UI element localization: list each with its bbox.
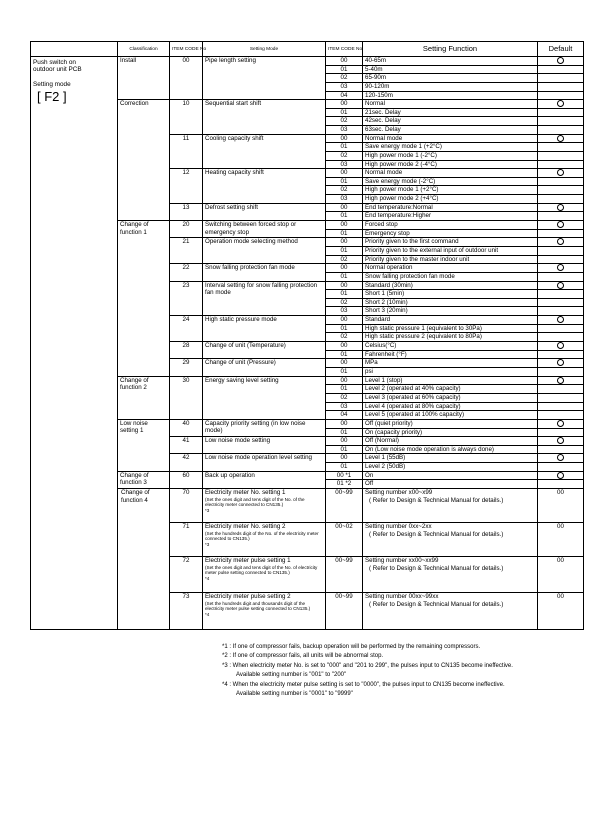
default-cell xyxy=(538,220,584,229)
manual-reference-text: ( Refer to Design & Technical Manual for details.) xyxy=(369,496,504,504)
default-cell xyxy=(538,74,584,83)
setting-mode-cell: Pipe length setting xyxy=(203,57,326,100)
setting-mode-cell: Operation mode selecting method xyxy=(203,238,326,264)
item-code-cell: 10 xyxy=(170,100,203,135)
setting-function-cell: 90-120m xyxy=(363,82,538,91)
setting-function-cell: Short 1 (5min) xyxy=(363,290,538,299)
settings-table xyxy=(30,41,584,630)
setting-no-cell: 00 xyxy=(326,203,363,212)
item-code-cell: 30 xyxy=(170,376,203,419)
item-code-cell: 42 xyxy=(170,454,203,471)
item-code-cell: 73 xyxy=(170,593,203,630)
classification-cell: Change of function 4 xyxy=(118,489,170,630)
default-cell xyxy=(538,454,584,463)
setting-no-cell: 01 xyxy=(326,290,363,299)
default-cell xyxy=(538,100,584,109)
setting-no-cell: 00 xyxy=(326,316,363,325)
default-cell xyxy=(538,428,584,437)
default-marker-icon xyxy=(557,135,564,142)
setting-function-cell: Priority given to the master indoor unit xyxy=(363,255,538,264)
default-marker-icon xyxy=(557,472,564,479)
default-cell xyxy=(538,324,584,333)
setting-function-cell: End temperature:Normal xyxy=(363,203,538,212)
setting-function-cell: High power mode 2 (+4°C) xyxy=(363,195,538,204)
item-code-cell: 29 xyxy=(170,359,203,376)
setting-no-cell: 01 xyxy=(326,108,363,117)
default-cell xyxy=(538,117,584,126)
setting-no-cell: 04 xyxy=(326,411,363,420)
setting-function-cell: Off (quiet priority) xyxy=(363,419,538,428)
setting-function-cell: 40-65m xyxy=(363,57,538,66)
setting-no-cell: 01 xyxy=(326,247,363,256)
setting-function-cell: Fahrenheit (°F) xyxy=(363,350,538,359)
setting-no-cell: 00 xyxy=(326,100,363,109)
header-setting-mode: Setting Mode xyxy=(203,42,326,57)
default-marker-icon xyxy=(557,437,564,444)
setting-function-cell: MPa xyxy=(363,359,538,368)
classification-cell: Low noise setting 1 xyxy=(118,419,170,471)
setting-mode-cell xyxy=(203,489,326,523)
default-marker-icon xyxy=(557,204,564,211)
setting-function-cell: Short 2 (10min) xyxy=(363,298,538,307)
default-marker-icon xyxy=(557,238,564,245)
setting-function-cell xyxy=(363,593,538,630)
setting-no-cell: 02 xyxy=(326,151,363,160)
classification-cell: Correction xyxy=(118,100,170,221)
setting-function-cell: psi xyxy=(363,368,538,377)
default-cell xyxy=(538,272,584,281)
setting-number-text: Setting number xx00~xx99 xyxy=(365,557,439,565)
setting-mode-description: (Set the ones digit and tens digit of the No. of electricity meter pulse setting connected to CN135.) xyxy=(205,564,318,576)
classification-cell: Install xyxy=(118,57,170,100)
setting-function-cell: Standard (30min) xyxy=(363,281,538,290)
default-cell xyxy=(538,134,584,143)
setting-function-cell xyxy=(363,489,538,523)
setting-number-text: Setting number 00xx~99xx xyxy=(365,593,439,601)
item-code-cell: 60 xyxy=(170,471,203,488)
setting-function-cell: Forced stop xyxy=(363,220,538,229)
default-cell xyxy=(538,290,584,299)
setting-function-cell: High static pressure 1 (equivalent to 30Pa) xyxy=(363,324,538,333)
setting-no-cell: 01 xyxy=(326,463,363,472)
setting-no-cell: 00 xyxy=(326,169,363,178)
item-code-cell: 71 xyxy=(170,523,203,557)
header-classification: Classification xyxy=(118,42,170,57)
header-default: Default xyxy=(538,42,584,57)
setting-number-text: Setting number 0xx~2xx xyxy=(365,523,432,531)
setting-no-cell: 01 xyxy=(326,177,363,186)
default-cell xyxy=(538,350,584,359)
setting-mode-title: Electricity meter pulse setting 1 xyxy=(205,557,291,565)
setting-function-cell: Normal operation xyxy=(363,264,538,273)
default-cell xyxy=(538,212,584,221)
default-cell xyxy=(538,298,584,307)
default-cell xyxy=(538,247,584,256)
setting-function-cell: Normal mode xyxy=(363,134,538,143)
setting-no-cell: 02 xyxy=(326,298,363,307)
setting-no-cell: 01 xyxy=(326,212,363,221)
setting-mode-title: Electricity meter pulse setting 2 xyxy=(205,593,291,601)
manual-reference-text: ( Refer to Design & Technical Manual for details.) xyxy=(369,600,504,608)
setting-mode-cell: Energy saving level setting xyxy=(203,376,326,419)
default-marker-icon xyxy=(557,100,564,107)
setting-no-cell: 00 xyxy=(326,57,363,66)
setting-mode-title: Electricity meter No. setting 2 xyxy=(205,523,286,531)
setting-no-cell: 02 xyxy=(326,186,363,195)
table-header-row xyxy=(31,42,584,57)
setting-function-cell xyxy=(363,523,538,557)
table-row xyxy=(31,57,584,66)
setting-mode-note: *3 xyxy=(205,507,210,513)
default-marker-icon xyxy=(557,264,564,271)
default-cell xyxy=(538,342,584,351)
setting-function-cell: Save energy mode 1 (+2°C) xyxy=(363,143,538,152)
default-cell xyxy=(538,264,584,273)
setting-function-cell: Priority given to the first command xyxy=(363,238,538,247)
default-marker-icon xyxy=(557,342,564,349)
setting-function-cell: High power mode 1 (-2°C) xyxy=(363,151,538,160)
setting-function-cell: On (Low noise mode operation is always done) xyxy=(363,445,538,454)
setting-no-cell: 03 xyxy=(326,195,363,204)
default-cell xyxy=(538,437,584,446)
setting-function-cell: Level 1 (55dB) xyxy=(363,454,538,463)
location-line-1: Push switch on xyxy=(33,59,76,66)
setting-function-cell: 120-150m xyxy=(363,91,538,100)
item-code-cell: 23 xyxy=(170,281,203,316)
default-cell xyxy=(538,57,584,66)
default-marker-icon xyxy=(557,57,564,64)
default-cell xyxy=(538,91,584,100)
setting-function-cell: End temperature:Higher xyxy=(363,212,538,221)
item-code-cell: 13 xyxy=(170,203,203,220)
settings-document xyxy=(30,41,583,630)
setting-no-cell: 02 xyxy=(326,333,363,342)
setting-no-cell: 04 xyxy=(326,91,363,100)
setting-function-cell: High power mode 2 (-4°C) xyxy=(363,160,538,169)
setting-number-text: Setting number x00~x99 xyxy=(365,489,433,497)
setting-function-cell: 5-40m xyxy=(363,65,538,74)
default-marker-icon xyxy=(557,221,564,228)
manual-reference-text: ( Refer to Design & Technical Manual for details.) xyxy=(369,564,504,572)
default-cell xyxy=(538,255,584,264)
item-code-cell: 41 xyxy=(170,437,203,454)
header-blank xyxy=(31,42,118,57)
setting-function-cell: Level 5 (operated at 100% capacity) xyxy=(363,411,538,420)
setting-no-cell: 00 xyxy=(326,264,363,273)
setting-mode-cell: Low noise mode operation level setting xyxy=(203,454,326,471)
setting-no-cell: 00~99 xyxy=(326,593,363,630)
setting-function-cell: Normal mode xyxy=(363,169,538,178)
setting-function-cell: 21sec. Delay xyxy=(363,108,538,117)
item-code-cell: 24 xyxy=(170,316,203,342)
default-cell: 00 xyxy=(538,593,584,630)
setting-no-cell: 00 xyxy=(326,342,363,351)
setting-no-cell: 01 xyxy=(326,229,363,238)
item-code-cell: 28 xyxy=(170,342,203,359)
footnote-4: *4 : When the electricity meter pulse setting is set to "0000", the pulses input to CN135 become ineffective. xyxy=(222,681,505,688)
setting-function-cell: High static pressure 2 (equivalent to 80Pa) xyxy=(363,333,538,342)
default-cell xyxy=(538,65,584,74)
default-cell xyxy=(538,445,584,454)
default-cell: 00 xyxy=(538,523,584,557)
default-cell xyxy=(538,333,584,342)
header-item-code: ITEM CODE No xyxy=(170,42,203,57)
footnote-3: *3 : When electricity meter No. is set to "000" and "201 to 299", the pulses input to CN135 become ineffective. xyxy=(222,662,513,669)
default-cell xyxy=(538,281,584,290)
setting-no-cell: 01 xyxy=(326,385,363,394)
default-marker-icon xyxy=(557,282,564,289)
item-code-cell: 00 xyxy=(170,57,203,100)
setting-function-cell: Save energy mode (-2°C) xyxy=(363,177,538,186)
setting-function-cell: Celsius(°C) xyxy=(363,342,538,351)
classification-cell: Change of function 1 xyxy=(118,220,170,376)
footnotes xyxy=(222,643,513,699)
setting-no-cell: 00 xyxy=(326,437,363,446)
default-cell xyxy=(538,169,584,178)
footnote-4b: Available setting number is "0001" to "9999" xyxy=(236,691,353,698)
setting-mode-title: Electricity meter No. setting 1 xyxy=(205,489,286,497)
default-cell xyxy=(538,160,584,169)
default-marker-icon xyxy=(557,377,564,384)
setting-no-cell: 01 xyxy=(326,428,363,437)
default-cell xyxy=(538,126,584,135)
setting-no-cell: 02 xyxy=(326,74,363,83)
default-cell xyxy=(538,307,584,316)
default-cell xyxy=(538,471,584,480)
setting-mode-cell: Back up operation xyxy=(203,471,326,488)
setting-mode-cell: Defrost setting shift xyxy=(203,203,326,220)
setting-mode-description: (Set the hundreds digit of the No. of the electricity meter connected to CN135.) xyxy=(205,530,319,542)
setting-mode-cell: Change of unit (Temperature) xyxy=(203,342,326,359)
setting-function-cell: Level 3 (operated at 60% capacity) xyxy=(363,393,538,402)
setting-function-cell: Priority given to the external input of outdoor unit xyxy=(363,247,538,256)
location-cell xyxy=(31,57,118,630)
setting-mode-code: [ F2 ] xyxy=(37,89,67,105)
default-cell: 00 xyxy=(538,489,584,523)
setting-mode-cell: Capacity priority setting (in low noise mode) xyxy=(203,419,326,436)
setting-function-cell: Level 2 (operated at 40% capacity) xyxy=(363,385,538,394)
setting-mode-cell: Switching between forced stop or emergency stop xyxy=(203,220,326,237)
setting-mode-cell: Interval setting for snow falling protection fan mode xyxy=(203,281,326,316)
setting-function-cell: On (capacity priority) xyxy=(363,428,538,437)
setting-mode-description: (Set the hundreds digit and thousands digit of the electricity meter pulse setting connected to CN135.) xyxy=(205,600,311,612)
setting-mode-note: *4 xyxy=(205,611,210,617)
setting-no-cell: 01 xyxy=(326,368,363,377)
default-cell xyxy=(538,359,584,368)
setting-no-cell: 02 xyxy=(326,255,363,264)
location-line-2: outdoor unit PCB xyxy=(33,66,82,74)
setting-no-cell: 00 xyxy=(326,220,363,229)
default-cell xyxy=(538,143,584,152)
item-code-cell: 72 xyxy=(170,557,203,593)
setting-no-cell: 03 xyxy=(326,126,363,135)
setting-function-cell: High power mode 1 (+2°C) xyxy=(363,186,538,195)
setting-function-cell: Off (Normal) xyxy=(363,437,538,446)
default-marker-icon xyxy=(557,454,564,461)
setting-no-cell: 00 xyxy=(326,454,363,463)
setting-mode-cell: High static pressure mode xyxy=(203,316,326,342)
default-cell xyxy=(538,393,584,402)
setting-function-cell: On xyxy=(363,471,538,480)
default-cell xyxy=(538,463,584,472)
default-marker-icon xyxy=(557,316,564,323)
setting-no-cell: 02 xyxy=(326,393,363,402)
item-code-cell: 11 xyxy=(170,134,203,169)
default-cell xyxy=(538,203,584,212)
setting-no-cell: 01 xyxy=(326,324,363,333)
setting-no-cell: 00~02 xyxy=(326,523,363,557)
setting-no-cell: 00 xyxy=(326,238,363,247)
item-code-cell: 70 xyxy=(170,489,203,523)
setting-mode-description: (Set the ones digit and tens digit of the No. of the electricity meter connected to CN135.) xyxy=(205,496,305,508)
setting-function-cell: 65-90m xyxy=(363,74,538,83)
setting-no-cell: 01 xyxy=(326,350,363,359)
default-marker-icon xyxy=(557,359,564,366)
setting-function-cell: Level 1 (stop) xyxy=(363,376,538,385)
setting-function-cell: 63sec. Delay xyxy=(363,126,538,135)
setting-no-cell: 00 xyxy=(326,419,363,428)
default-cell xyxy=(538,151,584,160)
setting-mode-cell: Sequential start shift xyxy=(203,100,326,135)
default-cell xyxy=(538,368,584,377)
default-cell xyxy=(538,82,584,91)
setting-mode-note: *4 xyxy=(205,575,210,581)
default-cell xyxy=(538,480,584,489)
default-cell xyxy=(538,108,584,117)
setting-no-cell: 01 *2 xyxy=(326,480,363,489)
footnote-3b: Available setting number is "001" to "200" xyxy=(236,672,347,679)
setting-mode-cell: Change of unit (Pressure) xyxy=(203,359,326,376)
default-cell xyxy=(538,411,584,420)
default-marker-icon xyxy=(557,420,564,427)
item-code-cell: 40 xyxy=(170,419,203,436)
setting-no-cell: 01 xyxy=(326,143,363,152)
default-cell xyxy=(538,238,584,247)
setting-function-cell: Level 2 (50dB) xyxy=(363,463,538,472)
setting-function-cell: Emergency stop xyxy=(363,229,538,238)
classification-cell: Change of function 3 xyxy=(118,471,170,488)
setting-mode-cell: Heating capacity shift xyxy=(203,169,326,204)
classification-cell: Change of function 2 xyxy=(118,376,170,419)
default-cell: 00 xyxy=(538,557,584,593)
default-cell xyxy=(538,177,584,186)
setting-mode-cell: Cooling capacity shift xyxy=(203,134,326,169)
setting-no-cell: 03 xyxy=(326,402,363,411)
default-marker-icon xyxy=(557,169,564,176)
setting-no-cell: 03 xyxy=(326,160,363,169)
setting-no-cell: 00 xyxy=(326,359,363,368)
setting-no-cell: 00 *1 xyxy=(326,471,363,480)
setting-no-cell: 00~99 xyxy=(326,557,363,593)
setting-no-cell: 01 xyxy=(326,65,363,74)
header-setting-function: Setting Function xyxy=(363,42,538,57)
setting-no-cell: 00 xyxy=(326,134,363,143)
setting-function-cell: 42sec. Delay xyxy=(363,117,538,126)
default-cell xyxy=(538,186,584,195)
default-cell xyxy=(538,229,584,238)
setting-no-cell: 03 xyxy=(326,82,363,91)
setting-mode-cell: Snow falling protection fan mode xyxy=(203,264,326,281)
setting-no-cell: 01 xyxy=(326,272,363,281)
setting-mode-cell xyxy=(203,523,326,557)
setting-function-cell xyxy=(363,557,538,593)
setting-no-cell: 02 xyxy=(326,117,363,126)
footnote-1: *1 : If one of compressor fails, backup operation will be performed by the remaining compressors. xyxy=(222,644,481,650)
setting-function-cell: Short 3 (20min) xyxy=(363,307,538,316)
setting-function-cell: Snow falling protection fan mode xyxy=(363,272,538,281)
setting-mode-cell xyxy=(203,557,326,593)
setting-no-cell: 01 xyxy=(326,445,363,454)
manual-reference-text: ( Refer to Design & Technical Manual for details.) xyxy=(369,530,504,538)
setting-no-cell: 03 xyxy=(326,307,363,316)
setting-mode-note: *3 xyxy=(205,541,210,547)
setting-function-cell: Off xyxy=(363,480,538,489)
setting-mode-label: Setting mode xyxy=(33,80,71,88)
item-code-cell: 21 xyxy=(170,238,203,264)
setting-function-cell: Standard xyxy=(363,316,538,325)
footnote-2: *2 : If one of compressor fails, all units will be abnormal stop. xyxy=(222,653,384,660)
header-setting-no: ITEM CODE No xyxy=(326,42,363,57)
default-cell xyxy=(538,376,584,385)
default-cell xyxy=(538,385,584,394)
default-cell xyxy=(538,316,584,325)
default-cell xyxy=(538,195,584,204)
setting-no-cell: 00 xyxy=(326,376,363,385)
setting-mode-cell: Low noise mode setting xyxy=(203,437,326,454)
setting-mode-cell xyxy=(203,593,326,630)
item-code-cell: 20 xyxy=(170,220,203,237)
default-cell xyxy=(538,402,584,411)
setting-function-cell: Normal xyxy=(363,100,538,109)
setting-no-cell: 00 xyxy=(326,281,363,290)
setting-function-cell: Level 4 (operated at 80% capacity) xyxy=(363,402,538,411)
item-code-cell: 22 xyxy=(170,264,203,281)
default-cell xyxy=(538,419,584,428)
item-code-cell: 12 xyxy=(170,169,203,204)
setting-no-cell: 00~99 xyxy=(326,489,363,523)
